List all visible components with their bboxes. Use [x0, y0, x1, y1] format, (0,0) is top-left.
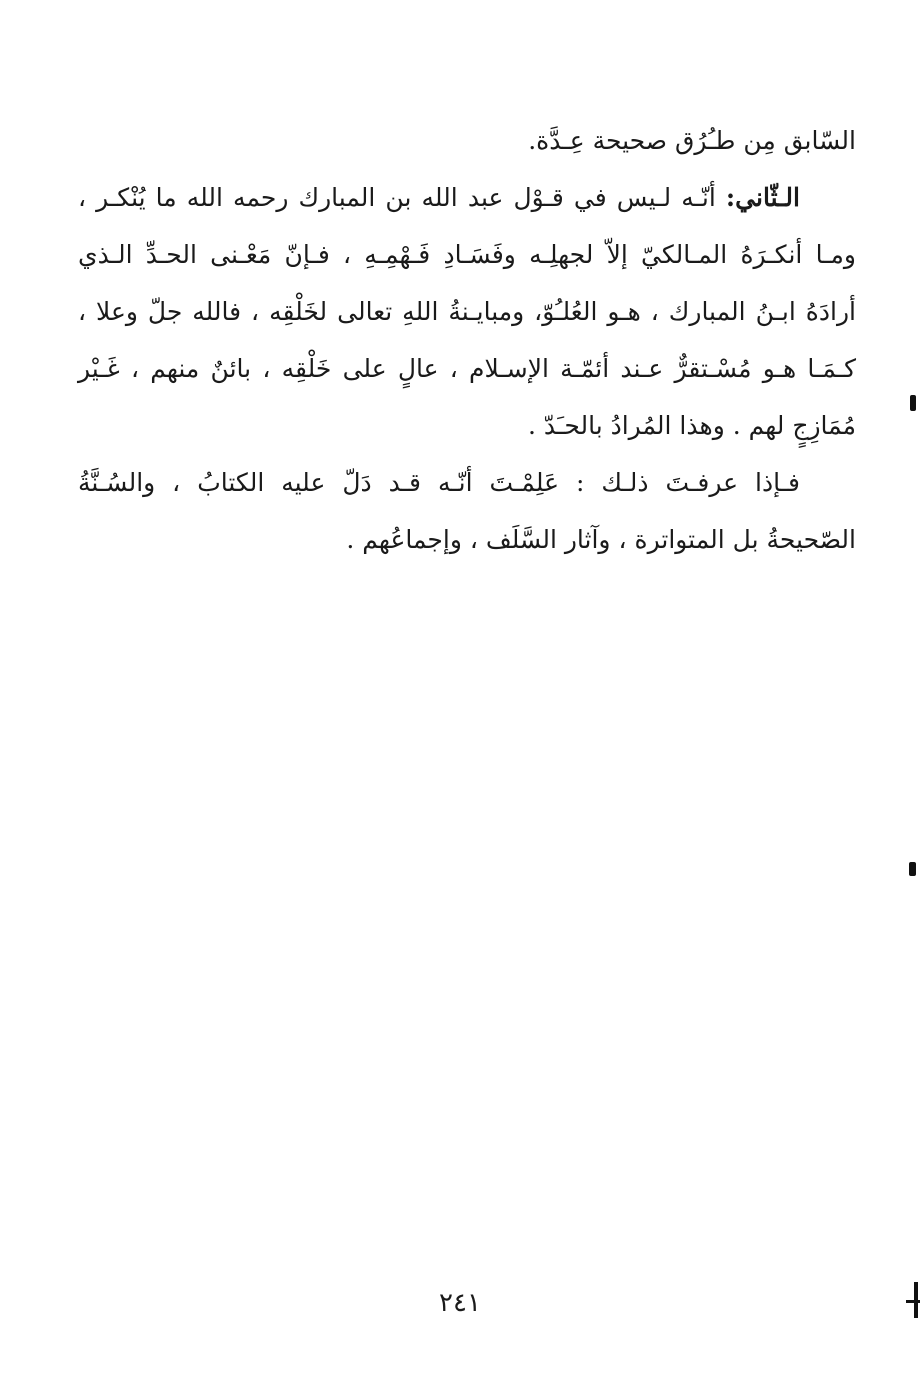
text-line-4: أرادَهُ ابـنُ المبارك ، هـو العُلـُوّ، ومبايـنةُ اللهِ تعالى لخَلْقِه ، فالله جلّ وعلا ، — [78, 297, 856, 326]
text-line-3: ومـا أنكـرَهُ المـالكيّ إلاّ لجهلِـه وفَسَـادِ فَـهْمِـهِ ، فـإنّ مَعْـنى الحـدِّ الـذي — [78, 240, 856, 269]
text-line-5: كـمَـا هـو مُسْـتقرٌّ عـند أئمّـة الإسـلام ، عالٍ على خَلْقِه ، بائنٌ منهم ، غَـيْر — [78, 354, 856, 383]
text-line-1: السّابق مِن طـُرُق صحيحة عِـدَّة. — [528, 126, 856, 155]
text-line-7: فـإذا عرفـتَ ذلـك : عَلِمْـتَ أنّـه قـد دَلّ عليه الكتابُ ، والسُـنَّةُ — [78, 468, 800, 497]
text-line-6: مُمَازِجٍ لهم . وهذا المُرادُ بالحـَدّ . — [527, 411, 856, 440]
text-line-2: الـثّاني: أنّـه لـيس في قـوْل عبد الله بن المبارك رحمه الله ما يُنْكـر ، — [78, 183, 800, 212]
lead-word: الـثّاني: — [725, 183, 800, 212]
scan-edge-mark — [909, 862, 916, 876]
page-number: ٢٤١ — [439, 1288, 481, 1318]
text-line-8: الصّحيحةُ بل المتواترة ، وآثار السَّلَف ، وإجماعُهم . — [346, 525, 856, 554]
body-text — [78, 112, 856, 568]
scan-edge-mark — [914, 1282, 918, 1318]
scan-edge-mark — [910, 395, 916, 411]
